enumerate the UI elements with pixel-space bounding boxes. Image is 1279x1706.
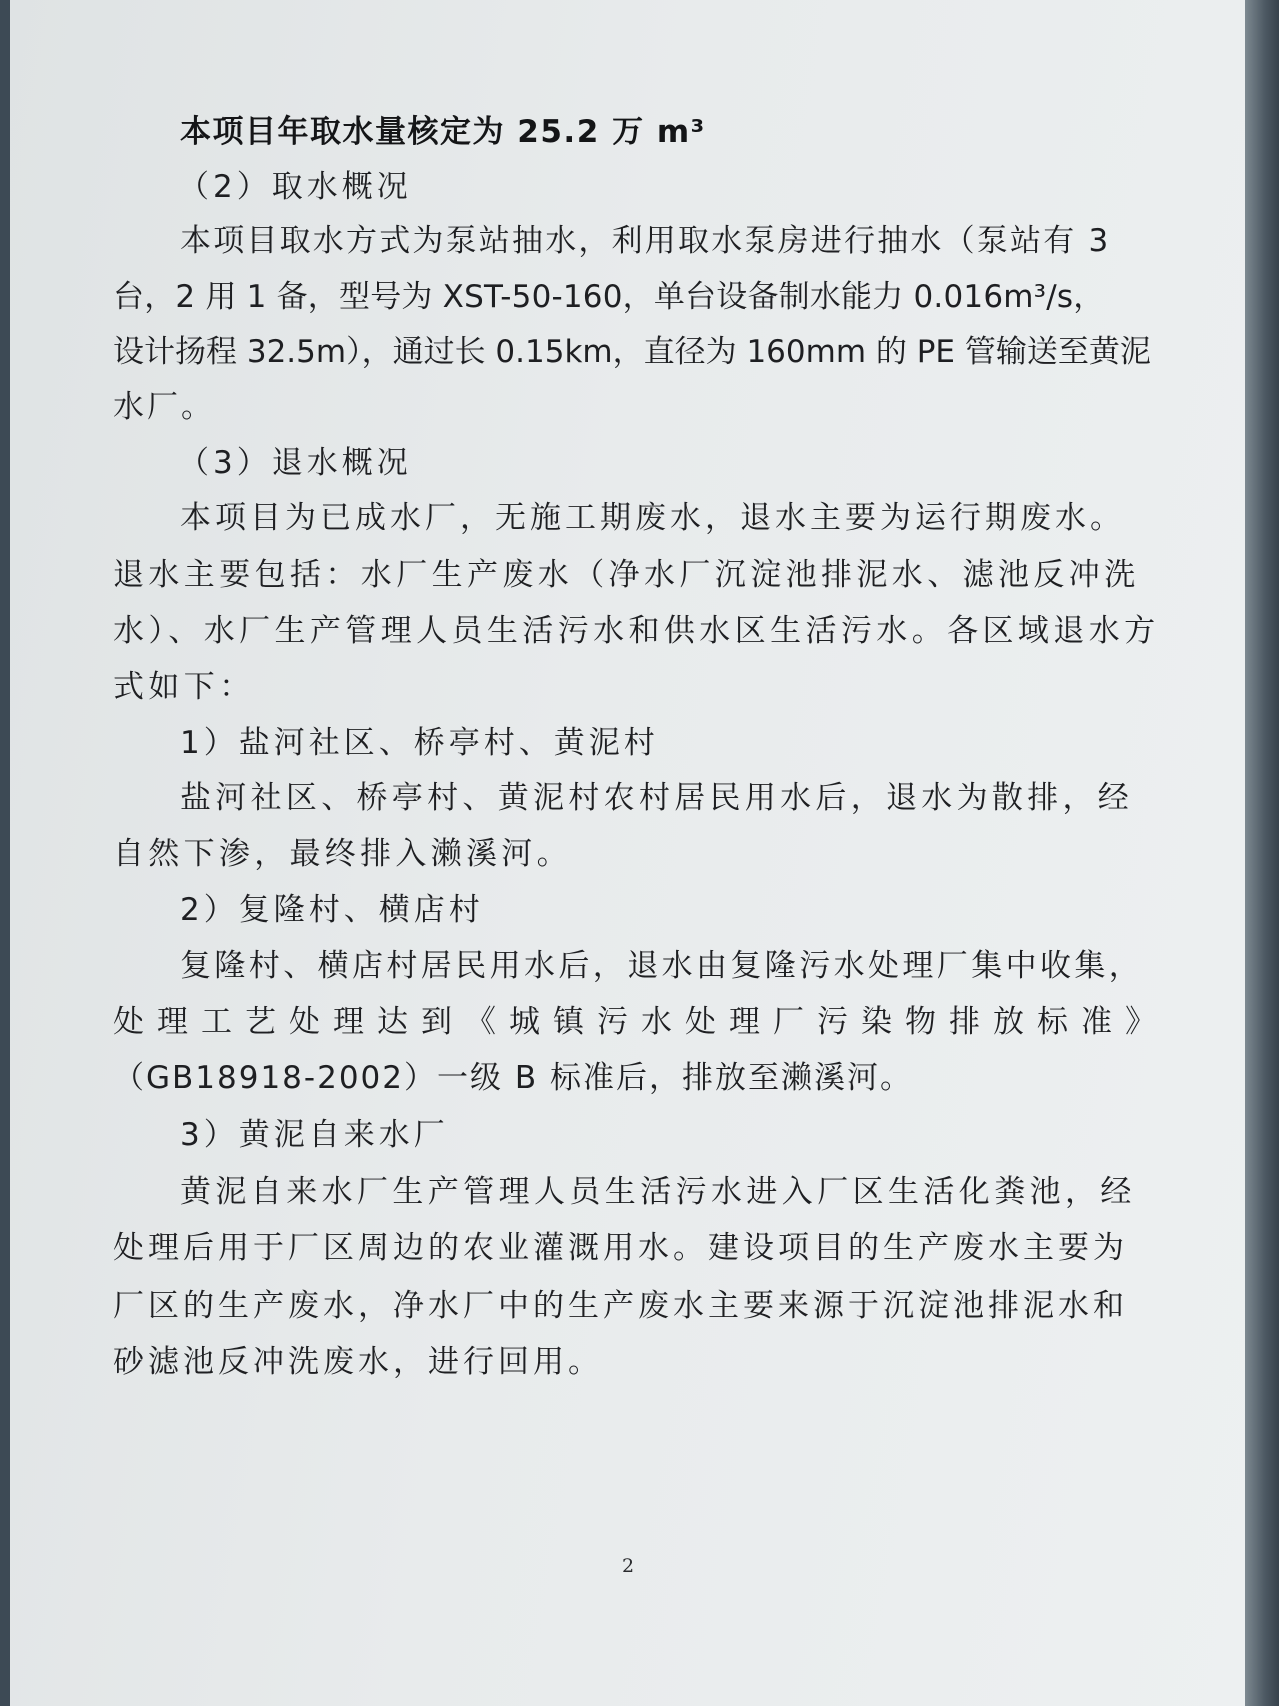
paragraph-line: （GB18918-2002）一级 B 标准后，排放至濑溪河。 — [113, 1060, 913, 1096]
document-page — [10, 0, 1250, 1706]
paragraph-line: 复隆村、横店村居民用水后，退水由复隆污水处理厂集中收集， — [180, 948, 1144, 984]
paragraph-line: 水）、水厂生产管理人员生活污水和供水区生活污水。各区域退水方 — [113, 613, 1160, 649]
paragraph-line: 黄泥自来水厂生产管理人员生活污水进入厂区生活化粪池，经 — [180, 1174, 1136, 1210]
section-heading-discharge-overview: （3）退水概况 — [178, 445, 412, 481]
paragraph-line: 式如下： — [113, 669, 255, 705]
paragraph-line: 处理后用于厂区周边的农业灌溉用水。建设项目的生产废水主要为 — [113, 1230, 1128, 1266]
paragraph-line: 砂滤池反冲洗废水，进行回用。 — [113, 1344, 603, 1380]
subheading-huangni-waterworks: 3）黄泥自来水厂 — [180, 1117, 449, 1153]
page-edge-shadow — [1245, 0, 1279, 1706]
paragraph-line: 本项目取水方式为泵站抽水，利用取水泵房进行抽水（泵站有 3 — [180, 223, 1111, 259]
paragraph-line: 盐河社区、桥亭村、黄泥村农村居民用水后，退水为散排，经 — [180, 780, 1134, 816]
paragraph-line: 本项目为已成水厂，无施工期废水，退水主要为运行期废水。 — [180, 500, 1125, 536]
subheading-fulong-hengdian: 2）复隆村、横店村 — [180, 892, 484, 928]
paragraph-line: 水厂。 — [113, 389, 215, 425]
paragraph-line: 处理工艺处理达到《城镇污水处理厂污染物排放标准》 — [113, 1004, 1169, 1040]
paragraph-line: 台，2 用 1 备，型号为 XST-50-160，单台设备制水能力 0.016m³/s， — [113, 279, 1105, 315]
paragraph-line: 设计扬程 32.5m），通过长 0.15km，直径为 160mm 的 PE 管输送至黄泥 — [113, 334, 1151, 370]
paragraph-line: 厂区的生产废水，净水厂中的生产废水主要来源于沉淀池排泥水和 — [113, 1288, 1128, 1324]
section-heading-withdrawal-overview: （2）取水概况 — [178, 169, 412, 205]
paragraph-line: 自然下渗，最终排入濑溪河。 — [113, 836, 572, 872]
page-number: 2 — [622, 1555, 635, 1577]
annual-withdrawal-statement: 本项目年取水量核定为 25.2 万 m³ — [180, 114, 706, 150]
paragraph-line: 退水主要包括：水厂生产废水（净水厂沉淀池排泥水、滤池反冲洗 — [113, 557, 1140, 593]
subheading-yanhe-qiaoting-huangni: 1）盐河社区、桥亭村、黄泥村 — [180, 725, 659, 761]
